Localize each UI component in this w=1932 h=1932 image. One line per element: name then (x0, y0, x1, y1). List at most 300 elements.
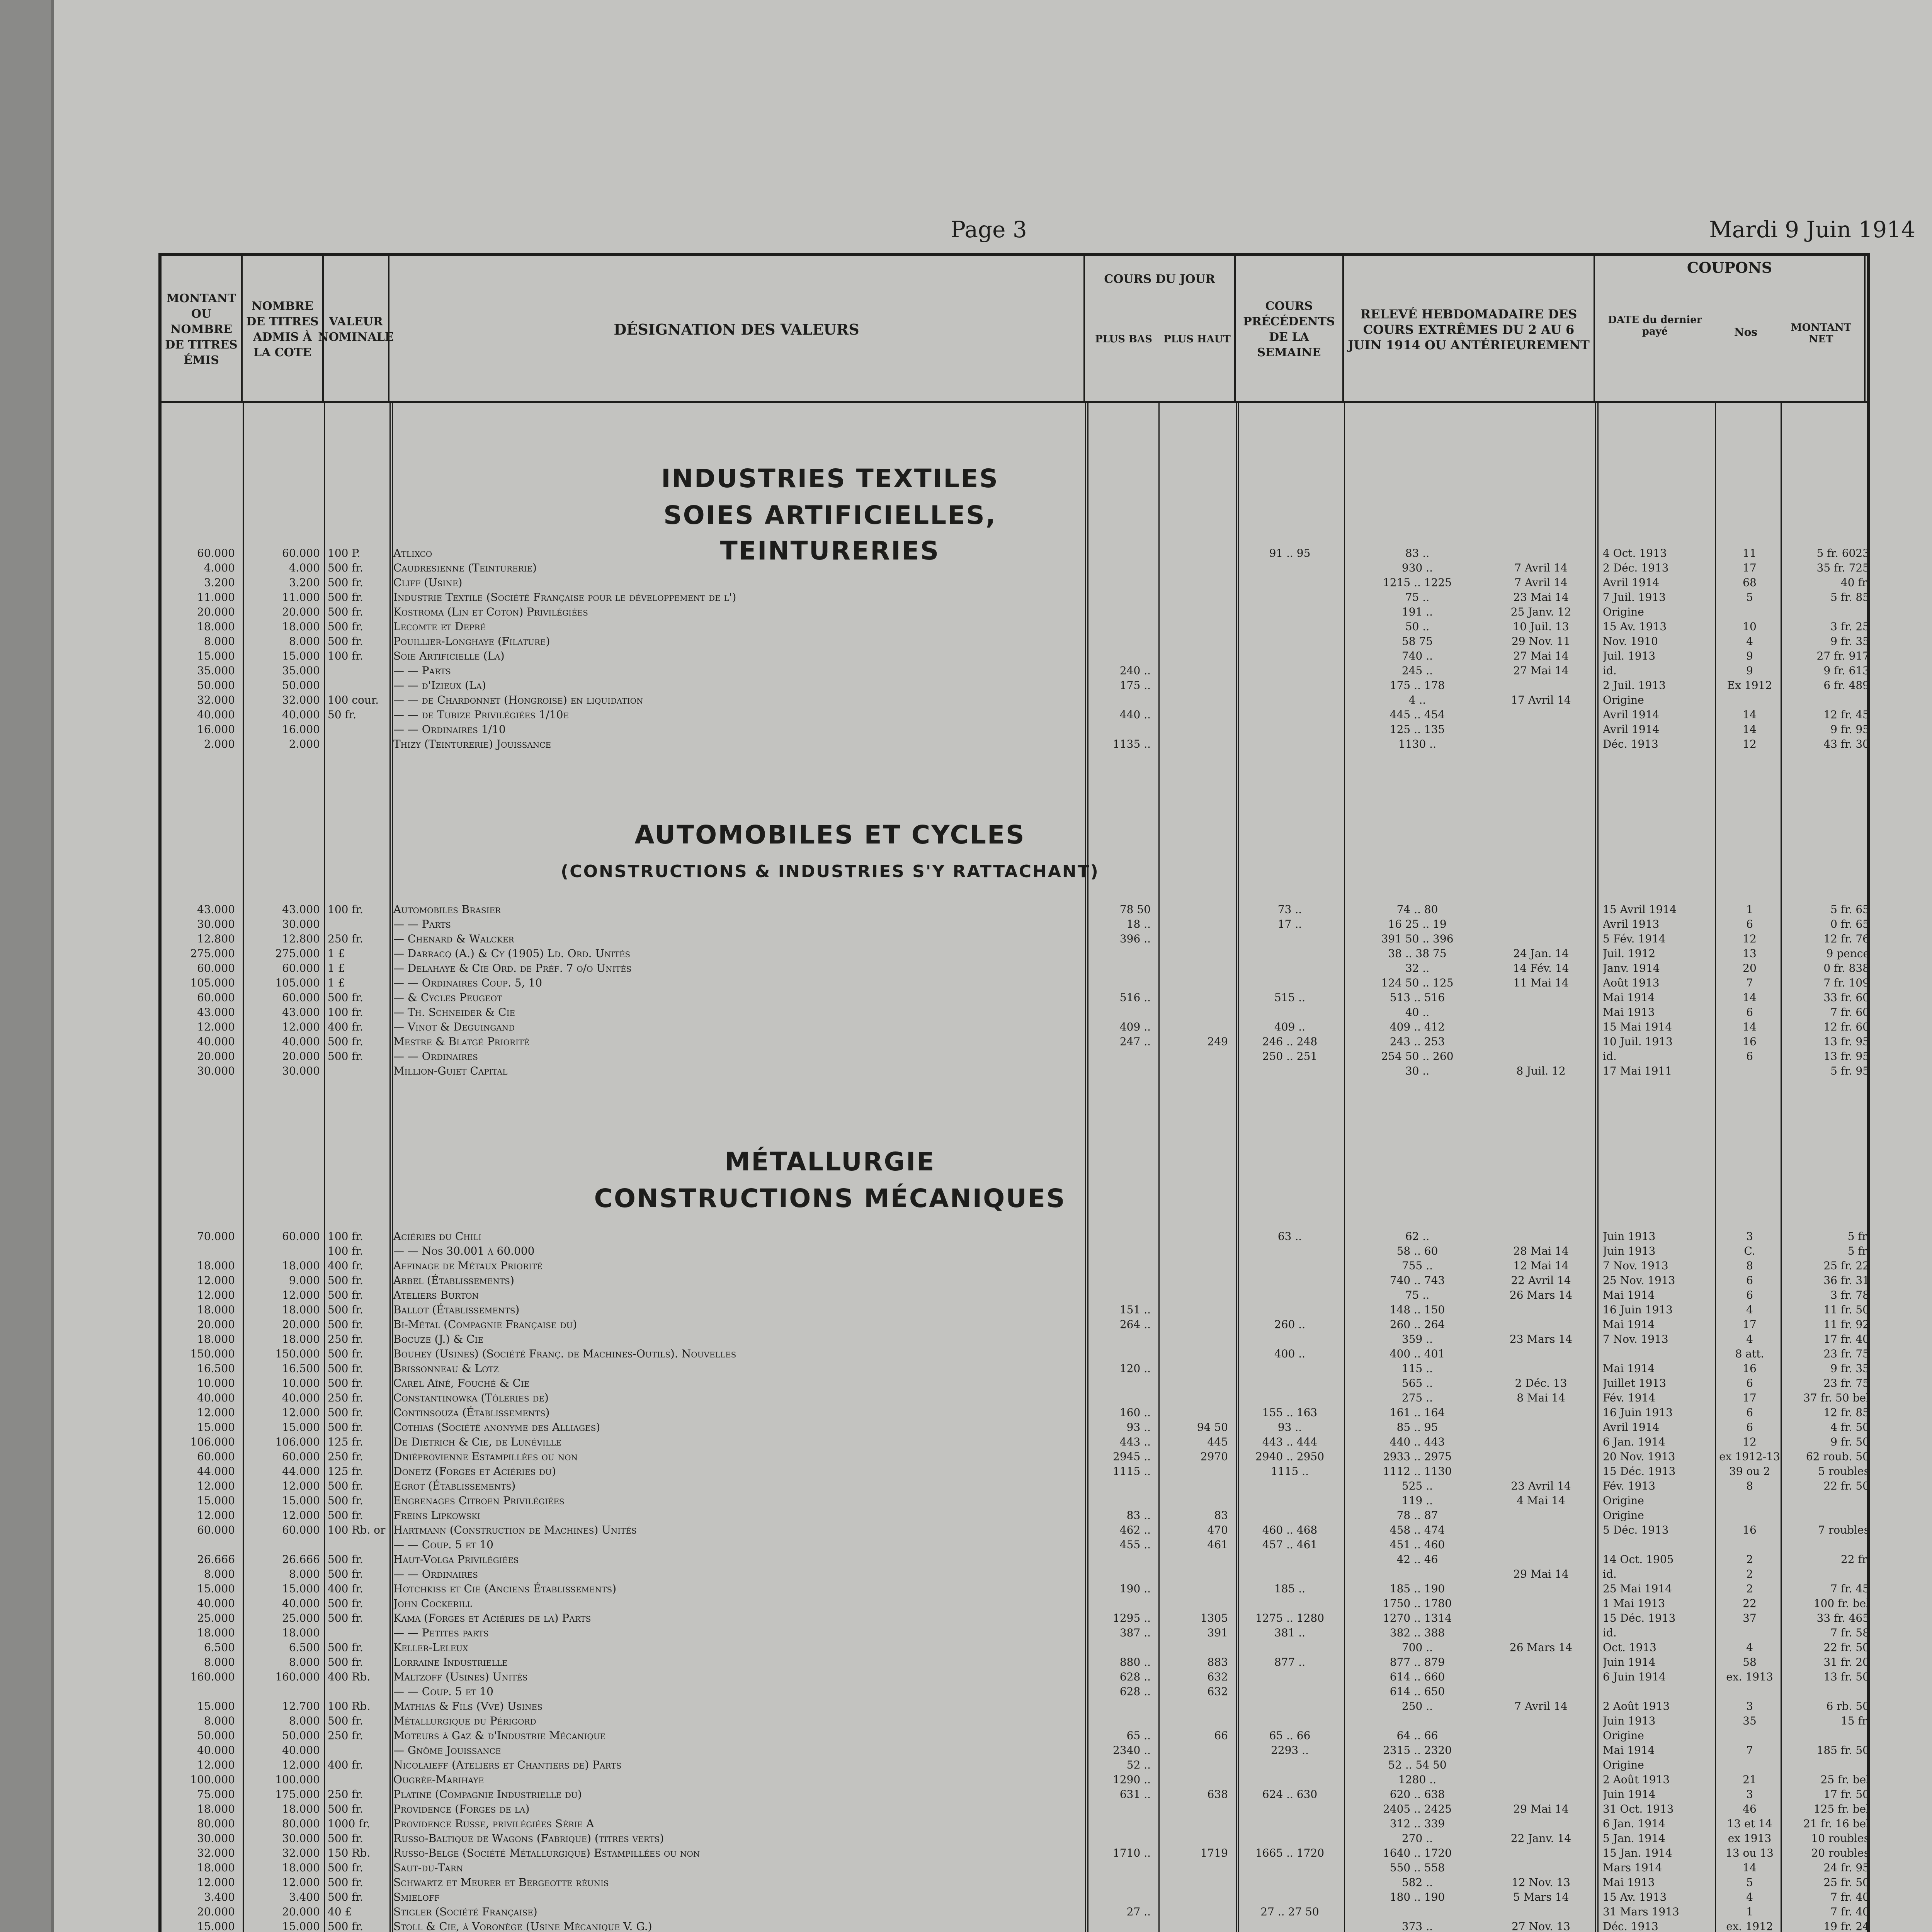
cell-nombre: 18.000 (282, 1626, 320, 1639)
cell-designation: Métallurgique du Périgord (393, 1714, 536, 1727)
cell-valeur: 1 £ (328, 962, 345, 975)
cell-coupon-no: 4 (1746, 635, 1753, 648)
cell-coupon-date: Mai 1914 (1603, 1318, 1655, 1331)
cell-coupon-net: 10 roubles (1811, 1832, 1869, 1845)
cell-releve: 1750 .. 1780 (1383, 1597, 1452, 1610)
cell-nombre: 8.000 (289, 635, 320, 648)
cell-coupon-net: 6 fr. 489 (1823, 679, 1869, 692)
cell-coupon-date: 15 Mai 1914 (1603, 1020, 1672, 1033)
cell-releve: 525 .. (1401, 1480, 1433, 1492)
cell-precedents: 877 .. (1274, 1656, 1306, 1668)
cell-nombre: 18.000 (282, 1303, 320, 1316)
cell-montant: 20.000 (197, 1318, 235, 1331)
security-row (162, 961, 1867, 976)
cell-releve: 270 .. (1401, 1832, 1433, 1845)
cell-valeur: 125 fr. (328, 1465, 363, 1478)
cell-designation: Freins Lipkowski (393, 1509, 480, 1522)
cell-coupon-net: 4 fr. 50 (1830, 1421, 1869, 1434)
cell-designation: Keller-Leleux (393, 1641, 468, 1654)
cell-nombre: 8.000 (289, 1714, 320, 1727)
cell-valeur: 500 fr. (328, 561, 363, 574)
cell-montant: 275.000 (190, 947, 235, 960)
cell-coupon-net: 23 fr. 75 (1823, 1347, 1869, 1360)
cell-releve: 1130 .. (1398, 738, 1436, 750)
cell-valeur: 150 Rb. (328, 1847, 371, 1859)
cell-coupon-no: C. (1744, 1245, 1755, 1257)
cell-coupon-net: 22 fr. 50 (1823, 1641, 1869, 1654)
cell-nombre: 60.000 (282, 547, 320, 560)
cell-coupon-date: Avril 1914 (1603, 576, 1660, 589)
cell-releve: 877 .. 879 (1389, 1656, 1445, 1668)
cell-nombre: 6.500 (289, 1641, 320, 1654)
cell-valeur: 250 fr. (328, 1450, 363, 1463)
cell-valeur: 500 fr. (328, 605, 363, 618)
cell-designation: Russo-Belge (Société Métallurgique) Estampillées ou non (393, 1847, 700, 1859)
cell-precedents: 443 .. 444 (1262, 1435, 1318, 1448)
col-designation: DÉSIGNATION DES VALEURS (389, 256, 1085, 403)
cell-coupon-net: 13 fr. 50 (1823, 1670, 1869, 1683)
cell-designation: — Chenard & Walcker (393, 932, 514, 945)
cell-plus-haut: 632 (1207, 1670, 1228, 1683)
cell-coupon-no: 3 (1746, 1700, 1753, 1713)
cell-plus-bas: 1710 .. (1113, 1847, 1151, 1859)
cell-coupon-net: 13 fr. 95 (1823, 1035, 1869, 1048)
cell-valeur: 400 fr. (328, 1759, 363, 1771)
cell-plus-bas: 631 .. (1119, 1788, 1151, 1801)
cell-precedents: 1275 .. 1280 (1255, 1612, 1325, 1624)
cell-coupon-net: 12 fr. 85 (1823, 1406, 1869, 1419)
cell-coupon-no: ex. 1912 (1726, 1920, 1773, 1932)
cell-valeur: 250 fr. (328, 1788, 363, 1801)
cell-coupon-date: id. (1603, 1050, 1617, 1063)
cell-designation: — — Coup. 5 et 10 (393, 1685, 493, 1698)
cell-coupon-date: Juin 1913 (1603, 1245, 1656, 1257)
cell-coupon-net: 23 fr. 75 (1823, 1377, 1869, 1389)
cell-coupon-date: Origine (1603, 605, 1644, 618)
cell-plus-bas: 264 .. (1119, 1318, 1151, 1331)
security-row (162, 1229, 1867, 1244)
cell-releve: 125 .. 135 (1389, 723, 1445, 736)
col-precedents: COURS PRÉCÉDENTS DE LA SEMAINE (1236, 256, 1344, 403)
cell-montant: 30.000 (197, 1832, 235, 1845)
cell-precedents: 2940 .. 2950 (1255, 1450, 1325, 1463)
cell-nombre: 12.800 (282, 932, 320, 945)
security-row (162, 1552, 1867, 1567)
cell-releve-date: 8 Mai 14 (1517, 1391, 1565, 1404)
cell-montant: 12.000 (197, 1509, 235, 1522)
cell-coupon-no: 20 (1743, 962, 1757, 975)
cell-releve-date: 17 Avril 14 (1511, 694, 1571, 706)
cell-montant: 12.000 (197, 1406, 235, 1419)
cell-releve: 755 .. (1401, 1259, 1433, 1272)
cell-designation: — — Parts (393, 664, 451, 677)
cell-releve: 243 .. 253 (1389, 1035, 1445, 1048)
security-row (162, 1758, 1867, 1772)
cell-releve: 148 .. 150 (1389, 1303, 1445, 1316)
col-cours-jour (1085, 256, 1236, 403)
cell-coupon-net: 5 roubles (1818, 1465, 1869, 1478)
cell-valeur: 50 fr. (328, 708, 357, 721)
cell-coupon-net: 25 fr. 50 (1823, 1876, 1869, 1889)
cell-coupon-date: Origine (1603, 1759, 1644, 1771)
cell-nombre: 18.000 (282, 1861, 320, 1874)
cell-releve: 458 .. 474 (1389, 1524, 1445, 1536)
cell-coupon-net: 7 fr. 60 (1830, 1006, 1869, 1019)
cell-coupon-no: 6 (1746, 918, 1753, 930)
cell-releve: 62 .. (1405, 1230, 1430, 1243)
cell-designation: — Gnôme Jouissance (393, 1744, 501, 1757)
security-row (162, 575, 1867, 590)
cell-coupon-no: 4 (1746, 1891, 1753, 1903)
security-row (162, 1582, 1867, 1596)
cell-precedents: 93 .. (1277, 1421, 1302, 1434)
cell-valeur: 400 fr. (328, 1259, 363, 1272)
cell-coupon-no: 12 (1743, 932, 1757, 945)
cell-plus-bas: 240 .. (1119, 664, 1151, 677)
cell-designation: Ateliers Burton (393, 1289, 479, 1301)
cell-nombre: 32.000 (282, 694, 320, 706)
cell-coupon-no: 16 (1743, 1035, 1757, 1048)
cell-montant: 20.000 (197, 605, 235, 618)
section-title: AUTOMOBILES ET CYCLES (634, 820, 1026, 850)
cell-coupon-net: 0 fr. 838 (1823, 962, 1869, 975)
cell-montant: 3.200 (204, 576, 235, 589)
cell-releve: 740 .. 743 (1389, 1274, 1445, 1287)
cell-designation: — Delahaye & Cie Ord. de Préf. 7 o/o Unités (393, 962, 632, 975)
cell-designation: — — Petites parts (393, 1626, 489, 1639)
cell-releve: 260 .. 264 (1389, 1318, 1445, 1331)
cell-coupon-no: 1 (1746, 903, 1753, 916)
cell-nombre: 105.000 (275, 976, 320, 989)
cell-coupon-no: 17 (1743, 561, 1757, 574)
cell-montant: 18.000 (197, 1333, 235, 1345)
cell-montant: 18.000 (197, 1861, 235, 1874)
cell-releve: 32 .. (1405, 962, 1430, 975)
cell-releve-date: 23 Avril 14 (1511, 1480, 1571, 1492)
cell-designation: — — d'Izieux (La) (393, 679, 486, 692)
cell-coupon-date: Oct. 1913 (1603, 1641, 1656, 1654)
cell-releve: 161 .. 164 (1389, 1406, 1445, 1419)
cell-coupon-net: 7 roubles (1818, 1524, 1869, 1536)
col-coupon-date: DATE du dernier payé (1608, 314, 1702, 337)
security-row (162, 678, 1867, 693)
cell-coupon-date: 2 Août 1913 (1603, 1700, 1670, 1713)
cell-coupon-no: ex. 1913 (1726, 1670, 1773, 1683)
cell-valeur: 100 P. (328, 547, 361, 560)
cell-valeur: 500 fr. (328, 620, 363, 633)
cell-valeur: 500 fr. (328, 591, 363, 604)
cell-coupon-net: 25 fr. 22 (1823, 1259, 1869, 1272)
security-row (162, 1259, 1867, 1273)
cell-coupon-no: 5 (1746, 591, 1753, 604)
security-row (162, 561, 1867, 575)
cell-coupon-no: ex 1913 (1728, 1832, 1772, 1845)
cell-plus-bas: 18 .. (1126, 918, 1151, 930)
cell-coupon-no: 14 (1743, 708, 1757, 721)
cell-releve-date: 23 Mai 14 (1513, 591, 1569, 604)
cell-coupon-net: 5 fr. (1847, 1245, 1869, 1257)
security-row (162, 1479, 1867, 1493)
security-row (162, 663, 1867, 678)
cell-montant: 30.000 (197, 918, 235, 930)
cell-nombre: 18.000 (282, 1259, 320, 1272)
cell-coupon-date: Juillet 1913 (1603, 1377, 1667, 1389)
cell-coupon-date: Juil. 1912 (1603, 947, 1656, 960)
cell-releve-date: 11 Mai 14 (1513, 976, 1569, 989)
cell-coupon-date: 4 Oct. 1913 (1603, 547, 1667, 560)
cell-montant: 10.000 (197, 1377, 235, 1389)
cell-coupon-no: 2 (1746, 1582, 1753, 1595)
cell-coupon-net: 9 pence (1826, 947, 1869, 960)
cell-nombre: 12.000 (282, 1406, 320, 1419)
cell-designation: Moteurs à Gaz & d'Industrie Mécanique (393, 1729, 606, 1742)
page-number: Page 3 (951, 216, 1027, 243)
security-row (162, 1905, 1867, 1919)
cell-coupon-net: 21 fr. 16 bel (1803, 1817, 1869, 1830)
cell-designation: Donetz (Forges et Aciéries du) (393, 1465, 556, 1478)
cell-coupon-no: 9 (1746, 650, 1753, 662)
cell-releve: 550 .. 558 (1389, 1861, 1445, 1874)
cell-plus-bas: 1115 .. (1113, 1465, 1151, 1478)
cell-valeur: 500 fr. (328, 1303, 363, 1316)
cell-montant: 12.800 (197, 932, 235, 945)
cell-nombre: 40.000 (282, 1744, 320, 1757)
cell-coupon-net: 6 rb. 50 (1826, 1700, 1869, 1713)
cell-coupon-net: 9 fr. 50 (1830, 1435, 1869, 1448)
cell-releve: 1112 .. 1130 (1383, 1465, 1452, 1478)
cell-coupon-date: 5 Fév. 1914 (1603, 932, 1666, 945)
cell-designation: Bouhey (Usines) (Société Franç. de Machines-Outils). Nouvelles (393, 1347, 736, 1360)
cell-releve-date: 26 Mars 14 (1509, 1641, 1573, 1654)
cell-montant: 35.000 (197, 664, 235, 677)
security-row (162, 1273, 1867, 1288)
cell-plus-haut: 461 (1207, 1538, 1228, 1551)
cell-valeur: 400 fr. (328, 1582, 363, 1595)
cell-plus-haut: 66 (1214, 1729, 1228, 1742)
cell-coupon-date: id. (1603, 664, 1617, 677)
cell-coupon-net: 7 fr. 109 (1823, 976, 1869, 989)
cell-nombre: 18.000 (282, 1333, 320, 1345)
cell-valeur: 500 fr. (328, 1920, 363, 1932)
cell-releve: 391 50 .. 396 (1381, 932, 1454, 945)
cell-coupon-date: 7 Nov. 1913 (1603, 1259, 1668, 1272)
cell-montant: 60.000 (197, 547, 235, 560)
cell-designation: Affinage de Métaux Priorité (393, 1259, 543, 1272)
cell-releve: 614 .. 660 (1389, 1670, 1445, 1683)
cell-releve: 175 .. 178 (1389, 679, 1445, 692)
cell-coupon-no: 13 ou 13 (1726, 1847, 1774, 1859)
cell-montant: 40.000 (197, 708, 235, 721)
cell-nombre: 25.000 (282, 1612, 320, 1624)
cell-precedents: 2293 .. (1271, 1744, 1309, 1757)
cell-designation: Russo-Baltique de Wagons (Fabrique) (titres verts) (393, 1832, 664, 1845)
cell-coupon-net: 43 fr. 30 (1823, 738, 1869, 750)
cell-coupon-date: 15 Av. 1913 (1603, 620, 1667, 633)
cell-coupon-date: Mars 1914 (1603, 1861, 1662, 1874)
cell-designation: Industrie Textile (Société Française pour le développement de l') (393, 591, 736, 604)
cell-designation: — — Parts (393, 918, 451, 930)
cell-nombre: 40.000 (282, 708, 320, 721)
cell-nombre: 3.400 (289, 1891, 320, 1903)
cell-releve: 312 .. 339 (1389, 1817, 1445, 1830)
cell-montant: 26.666 (197, 1553, 235, 1566)
cell-precedents: 1665 .. 1720 (1255, 1847, 1325, 1859)
cell-montant: 2.000 (204, 738, 235, 750)
cell-montant: 15.000 (197, 1421, 235, 1434)
cell-nombre: 12.700 (282, 1700, 320, 1713)
cell-plus-bas: 151 .. (1119, 1303, 1151, 1316)
cell-coupon-net: 40 fr. (1840, 576, 1869, 589)
security-row (162, 1493, 1867, 1508)
security-row (162, 590, 1867, 605)
cell-coupon-net: 36 fr. 31 (1823, 1274, 1869, 1287)
cell-coupon-net: 5 fr. 85 (1830, 591, 1869, 604)
cell-coupon-date: 31 Oct. 1913 (1603, 1803, 1674, 1815)
cell-precedents: 63 .. (1277, 1230, 1302, 1243)
cell-designation: John Cockerill (393, 1597, 472, 1610)
cell-coupon-date: 15 Av. 1913 (1603, 1891, 1667, 1903)
cell-releve-date: 23 Mars 14 (1509, 1333, 1573, 1345)
cell-valeur: 500 fr. (328, 1377, 363, 1389)
cell-coupon-date: 2 Août 1913 (1603, 1773, 1670, 1786)
stock-table-frame (158, 253, 1870, 1932)
cell-releve-date: 27 Mai 14 (1513, 650, 1569, 662)
security-row (162, 693, 1867, 707)
cell-releve-date: 22 Avril 14 (1511, 1274, 1571, 1287)
cell-designation: Carel Aîné, Fouché & Cie (393, 1377, 530, 1389)
cell-montant: 12.000 (197, 1876, 235, 1889)
security-row (162, 1034, 1867, 1049)
cell-valeur: 500 fr. (328, 1597, 363, 1610)
col-coupons-label: COUPONS (1687, 259, 1772, 276)
cell-plus-bas: 247 .. (1119, 1035, 1151, 1048)
cell-nombre: 100.000 (275, 1773, 320, 1786)
cell-valeur: 500 fr. (328, 1362, 363, 1375)
cell-releve: 58 75 (1401, 635, 1433, 648)
cell-precedents: 457 .. 461 (1262, 1538, 1318, 1551)
cell-designation: Constantinowka (Tôleries de) (393, 1391, 549, 1404)
cell-coupon-date: Déc. 1913 (1603, 1920, 1658, 1932)
cell-designation: Hartmann (Construction de Machines) Unités (393, 1524, 637, 1536)
cell-montant: 40.000 (197, 1035, 235, 1048)
security-row (162, 1064, 1867, 1078)
cell-valeur: 500 fr. (328, 1509, 363, 1522)
cell-nombre: 12.000 (282, 1020, 320, 1033)
cell-designation: Providence Russe, privilégiées Série A (393, 1817, 594, 1830)
cell-designation: Kama (Forges et Aciéries de la) Parts (393, 1612, 591, 1624)
cell-valeur: 100 fr. (328, 1230, 363, 1243)
cell-releve-date: 27 Mai 14 (1513, 664, 1569, 677)
cell-nombre: 60.000 (282, 962, 320, 975)
cell-nombre: 40.000 (282, 1035, 320, 1048)
cell-coupon-no: 16 (1743, 1362, 1757, 1375)
security-row (162, 1875, 1867, 1890)
cell-coupon-date: 7 Juil. 1913 (1603, 591, 1666, 604)
cell-coupon-net: 3 fr. 25 (1830, 620, 1869, 633)
cell-nombre: 9.000 (289, 1274, 320, 1287)
security-row (162, 990, 1867, 1005)
cell-valeur: 500 fr. (328, 1803, 363, 1815)
cell-coupon-date: 6 Juin 1914 (1603, 1670, 1666, 1683)
cell-designation: — — Ordinaires (393, 1050, 478, 1063)
cell-coupon-date: 2 Juil. 1913 (1603, 679, 1666, 692)
security-row (162, 1049, 1867, 1064)
cell-nombre: 43.000 (282, 903, 320, 916)
cell-releve: 445 .. 454 (1389, 708, 1445, 721)
security-row (162, 1831, 1867, 1846)
security-row (162, 1596, 1867, 1611)
cell-nombre: 275.000 (275, 947, 320, 960)
cell-releve-date: 12 Nov. 13 (1512, 1876, 1570, 1889)
cell-nombre: 60.000 (282, 1230, 320, 1243)
cell-montant: 50.000 (197, 679, 235, 692)
cell-precedents: 27 .. 27 50 (1260, 1905, 1319, 1918)
cell-coupon-no: 6 (1746, 1421, 1753, 1434)
security-row (162, 1714, 1867, 1728)
cell-coupon-no: 17 (1743, 1391, 1757, 1404)
cell-releve-date: 27 Nov. 13 (1512, 1920, 1570, 1932)
cell-coupon-date: 16 Juin 1913 (1603, 1406, 1673, 1419)
security-row (162, 1802, 1867, 1816)
section-title: MÉTALLURGIE (724, 1147, 935, 1177)
security-row (162, 1391, 1867, 1405)
cell-coupon-no: 9 (1746, 664, 1753, 677)
cell-releve: 78 .. 87 (1396, 1509, 1438, 1522)
cell-coupon-no: 8 (1746, 1259, 1753, 1272)
cell-coupon-net: 9 fr. 35 (1830, 1362, 1869, 1375)
cell-releve: 74 .. 80 (1396, 903, 1438, 916)
cell-coupon-date: Avril 1913 (1603, 918, 1660, 930)
cell-coupon-net: 17 fr. 50 (1823, 1788, 1869, 1801)
cell-designation: Dniéprovienne Estampillées ou non (393, 1450, 578, 1463)
cell-plus-bas: 120 .. (1119, 1362, 1151, 1375)
cell-designation: Pouillier-Longhaye (Filature) (393, 635, 550, 648)
cell-coupon-date: Mai 1914 (1603, 1289, 1655, 1301)
cell-designation: Ballot (Établissements) (393, 1303, 520, 1316)
cell-montant: 20.000 (197, 1050, 235, 1063)
cell-nombre: 60.000 (282, 991, 320, 1004)
cell-releve: 451 .. 460 (1389, 1538, 1445, 1551)
cell-coupon-net: 12 fr. 76 (1823, 932, 1869, 945)
cell-valeur: 500 fr. (328, 1714, 363, 1727)
cell-releve: 614 .. 650 (1389, 1685, 1445, 1698)
cell-coupon-date: Origine (1603, 1494, 1644, 1507)
cell-nombre: 4.000 (289, 561, 320, 574)
cell-valeur: 500 fr. (328, 1612, 363, 1624)
section-title: INDUSTRIES TEXTILES (661, 464, 999, 493)
cell-plus-bas: 443 .. (1119, 1435, 1151, 1448)
cell-plus-haut: 445 (1207, 1435, 1228, 1448)
cell-coupon-no: 5 (1746, 1876, 1753, 1889)
security-row (162, 546, 1867, 561)
cell-coupon-date: 15 Avril 1914 (1603, 903, 1677, 916)
cell-coupon-no: 46 (1743, 1803, 1757, 1815)
security-row (162, 1405, 1867, 1420)
cell-valeur: 100 cour. (328, 694, 379, 706)
cell-plus-bas: 516 .. (1119, 991, 1151, 1004)
cell-plus-bas: 1135 .. (1113, 738, 1151, 750)
cell-releve: 52 .. 54 50 (1388, 1759, 1447, 1771)
security-row (162, 649, 1867, 663)
cell-coupon-net: 5 fr. 95 (1830, 1065, 1869, 1077)
cell-releve: 64 .. 66 (1396, 1729, 1438, 1742)
cell-coupon-no: 8 att. (1735, 1347, 1764, 1360)
cell-designation: Bocuze (J.) & Cie (393, 1333, 483, 1345)
cell-designation: Schwartz et Meurer et Bergeotte réunis (393, 1876, 609, 1889)
cell-designation: Saut-du-Tarn (393, 1861, 463, 1874)
security-row (162, 1626, 1867, 1640)
cell-coupon-net: 7 fr. 40 (1830, 1891, 1869, 1903)
